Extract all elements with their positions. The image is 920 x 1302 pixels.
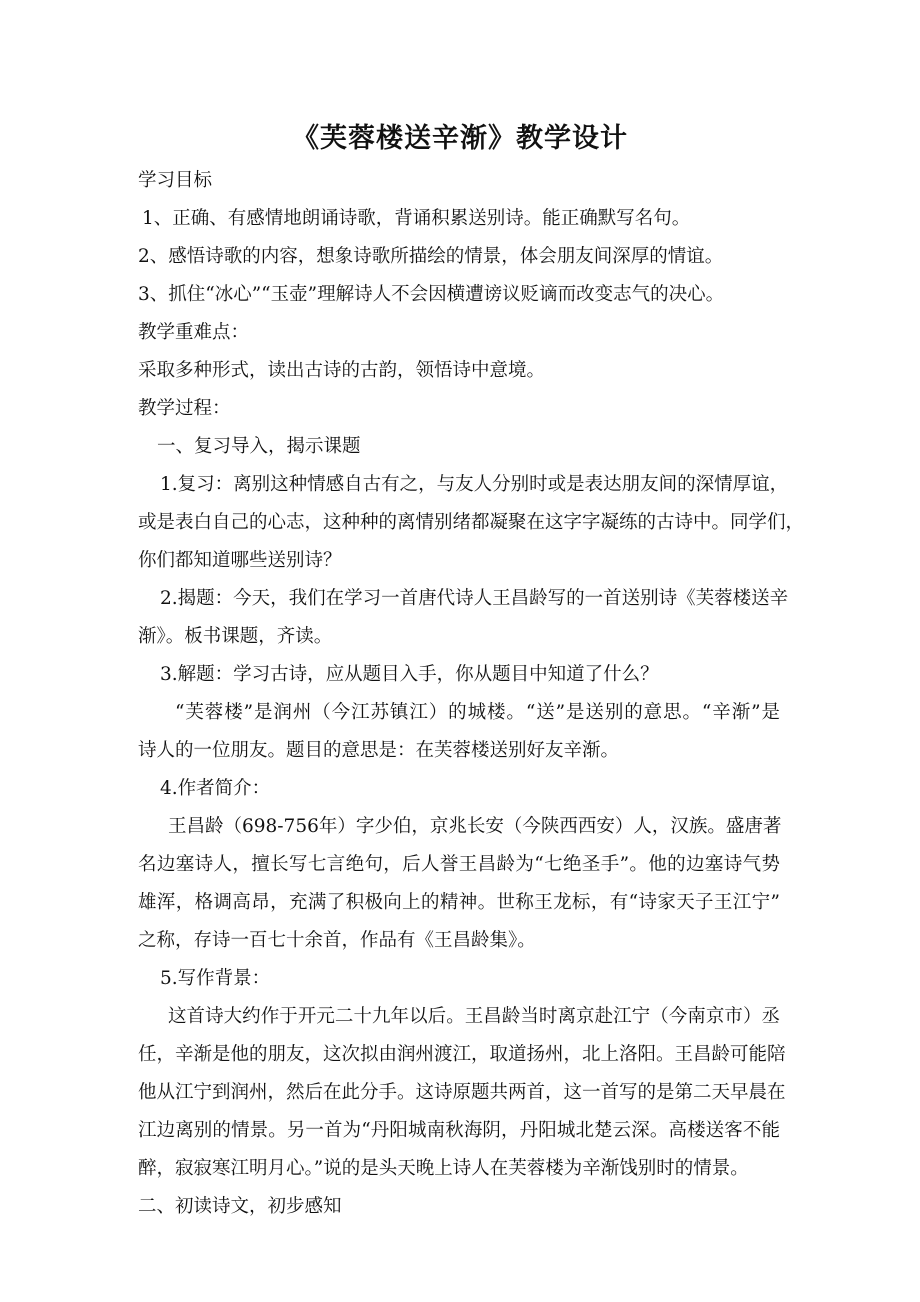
author-line: 名边塞诗人，擅长写七言绝句，后人誉王昌龄为“七绝圣手”。他的边塞诗气势 — [138, 854, 780, 875]
background-line: 江边离别的情景。另一首为“丹阳城南秋海阴，丹阳城北楚云深。高楼送客不能 — [138, 1120, 780, 1141]
review-line: 1.复习：离别这种情感自古有之，与友人分别时或是表达朋友间的深情厚谊， — [160, 474, 789, 495]
background-line: 他从江宁到润州，然后在此分手。这诗原题共两首，这一首写的是第二天早晨在 — [138, 1082, 786, 1103]
objective-item: 1、正确、有感情地朗诵诗歌，背诵积累送别诗。能正确默写名句。 — [142, 208, 691, 229]
review-line: 或是表白自己的心志，这种种的离情别绪都凝聚在这字字凝练的古诗中。同学们， — [138, 512, 805, 533]
author-line: 王昌龄（698-756年）字少伯，京兆长安（今陕西西安）人，汉族。盛唐著 — [168, 816, 782, 837]
objectives-heading: 学习目标 — [138, 170, 213, 191]
author-line: 雄浑，格调高昂，充满了积极向上的精神。世称王龙标，有“诗家天子王江宁” — [138, 892, 780, 913]
objective-item: 3、抓住“冰心”“玉壶”理解诗人不会因横遭谤议贬谪而改变志气的决心。 — [138, 284, 725, 305]
author-line: 之称，存诗一百七十余首，作品有《王昌龄集》。 — [138, 930, 536, 951]
background-line: 醉，寂寂寒江明月心。”说的是头天晚上诗人在芙蓉楼为辛渐饯别时的情景。 — [138, 1158, 749, 1179]
document-title: 《芙蓉楼送辛渐》教学设计 — [292, 123, 628, 154]
reveal-line: 2.揭题：今天，我们在学习一首唐代诗人王昌龄写的一首送别诗《芙蓉楼送辛 — [160, 588, 789, 609]
background-line: 任，辛渐是他的朋友，这次拟由润州渡江，取道扬州，北上洛阳。王昌龄可能陪 — [138, 1044, 786, 1065]
reveal-line: 渐》。板书课题，齐读。 — [138, 626, 333, 647]
keypoints-heading: 教学重难点： — [138, 322, 250, 343]
explain-line: “芙蓉楼”是润州（今江苏镇江）的城楼。“送”是送别的意思。“辛渐”是 — [175, 702, 780, 723]
process-heading: 教学过程： — [138, 398, 231, 419]
keypoints-text: 采取多种形式，读出古诗的古韵，领悟诗中意境。 — [138, 360, 546, 381]
background-heading: 5.写作背景： — [160, 968, 271, 989]
explain-line: 3.解题：学习古诗，应从题目入手，你从题目中知道了什么？ — [160, 664, 659, 685]
author-heading: 4.作者简介： — [160, 778, 271, 799]
background-line: 这首诗大约作于开元二十九年以后。王昌龄当时离京赴江宁（今南京市）丞 — [168, 1006, 780, 1027]
section-heading: 二、初读诗文，初步感知 — [138, 1196, 342, 1217]
objective-item: 2、感悟诗歌的内容，想象诗歌所描绘的情景，体会朋友间深厚的情谊。 — [138, 246, 724, 267]
explain-line: 诗人的一位朋友。题目的意思是：在芙蓉楼送别好友辛渐。 — [138, 740, 620, 761]
section-heading: 一、复习导入，揭示课题 — [157, 436, 361, 457]
review-line: 你们都知道哪些送别诗？ — [138, 550, 342, 571]
